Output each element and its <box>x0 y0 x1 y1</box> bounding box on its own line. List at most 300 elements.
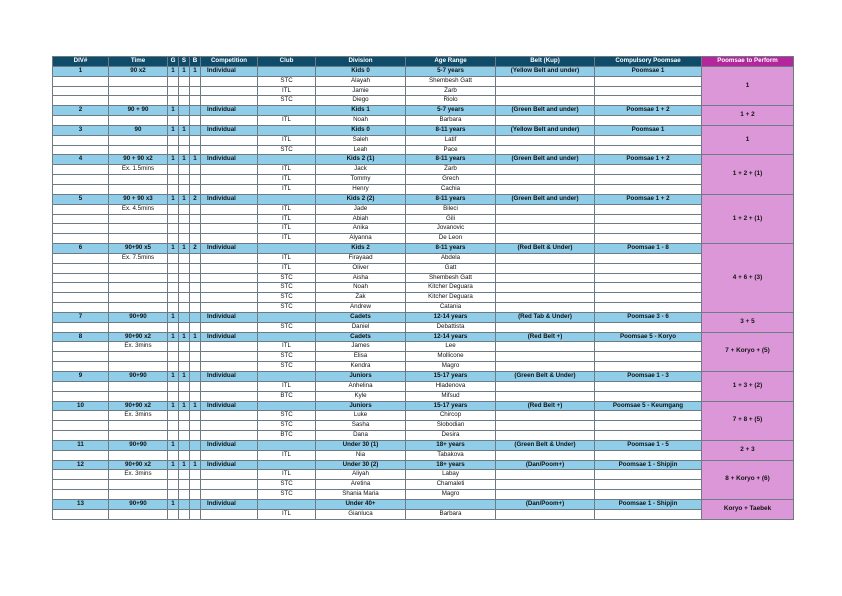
belt-range: (Dan/Poom+) <box>496 499 595 509</box>
silver-empty <box>179 135 190 145</box>
silver-empty <box>179 204 190 214</box>
gold-count: 1 <box>168 499 179 509</box>
poomsae-to-perform: 7 + Koryo + (5) <box>702 332 794 371</box>
competition-empty <box>201 165 258 175</box>
header-division: Division <box>316 57 406 67</box>
header-club: Club <box>258 57 316 67</box>
compulsory-empty <box>595 470 702 480</box>
poomsae-to-perform: 3 + 5 <box>702 312 794 332</box>
compulsory-poomsae: Poomsae 1 + 2 <box>595 194 702 204</box>
competitor-club: STC <box>258 352 316 362</box>
competitor-row <box>53 184 794 194</box>
silver-count: 1 <box>179 401 190 411</box>
competitor-row <box>53 145 794 155</box>
gold-empty <box>168 224 179 234</box>
compulsory-poomsae: Poomsae 1 + 2 <box>595 106 702 116</box>
time-extra <box>109 480 168 490</box>
time: 90+90 x2 <box>109 332 168 342</box>
compulsory-empty <box>595 76 702 86</box>
competitor-last-name: Abdela <box>406 253 496 263</box>
belt-empty <box>496 421 595 431</box>
competitor-row <box>53 165 794 175</box>
bronze-empty <box>190 411 201 421</box>
div-number-empty <box>53 145 109 155</box>
poomsae-to-perform: 1 <box>702 125 794 155</box>
competition-empty <box>201 76 258 86</box>
poomsae-to-perform: 8 + Koryo + (6) <box>702 460 794 499</box>
compulsory-empty <box>595 391 702 401</box>
competition-empty <box>201 352 258 362</box>
belt-empty <box>496 283 595 293</box>
bronze-empty <box>190 96 201 106</box>
competitor-club: STC <box>258 480 316 490</box>
div-number: 5 <box>53 194 109 204</box>
bronze-empty <box>190 263 201 273</box>
competitor-last-name: Gatt <box>406 263 496 273</box>
div-number: 7 <box>53 312 109 322</box>
time-extra <box>109 303 168 313</box>
time: 90+90 <box>109 312 168 322</box>
competitor-row <box>53 362 794 372</box>
competitor-row <box>53 342 794 352</box>
club <box>258 401 316 411</box>
poomsae-to-perform: 1 + 3 + (2) <box>702 372 794 402</box>
silver-empty <box>179 145 190 155</box>
competitor-first-name: Gianluca <box>316 509 406 519</box>
silver-empty <box>179 470 190 480</box>
division-header-row <box>53 155 794 165</box>
competitor-club: STC <box>258 303 316 313</box>
time: 90+90 <box>109 499 168 509</box>
competitor-first-name: Saleh <box>316 135 406 145</box>
competitor-club: STC <box>258 76 316 86</box>
compulsory-empty <box>595 480 702 490</box>
belt-empty <box>496 165 595 175</box>
competition-empty <box>201 362 258 372</box>
competitor-last-name: Chircop <box>406 411 496 421</box>
compulsory-empty <box>595 322 702 332</box>
silver-empty <box>179 165 190 175</box>
compulsory-empty <box>595 450 702 460</box>
competitor-club: ITL <box>258 184 316 194</box>
competition-empty <box>201 490 258 500</box>
div-number-empty <box>53 234 109 244</box>
compulsory-poomsae: Poomsae 1 - 3 <box>595 372 702 382</box>
bronze-empty <box>190 303 201 313</box>
competition: Individual <box>201 194 258 204</box>
competitor-first-name: Shania Maria <box>316 490 406 500</box>
competitor-club: STC <box>258 362 316 372</box>
division-header-row <box>53 332 794 342</box>
belt-empty <box>496 391 595 401</box>
gold-empty <box>168 283 179 293</box>
competition-empty <box>201 96 258 106</box>
div-number-empty <box>53 480 109 490</box>
competitor-row <box>53 86 794 96</box>
competitor-first-name: Jack <box>316 165 406 175</box>
bronze-empty <box>190 342 201 352</box>
competition: Individual <box>201 155 258 165</box>
competition-empty <box>201 431 258 441</box>
competition-empty <box>201 411 258 421</box>
belt-empty <box>496 184 595 194</box>
competitor-last-name: De Leon <box>406 234 496 244</box>
competition-empty <box>201 421 258 431</box>
age-range: 15-17 years <box>406 401 496 411</box>
competition-empty <box>201 234 258 244</box>
silver-empty <box>179 421 190 431</box>
competitor-club: ITL <box>258 234 316 244</box>
competitor-club: ITL <box>258 470 316 480</box>
competition-empty <box>201 145 258 155</box>
competitor-first-name: Alyanna <box>316 234 406 244</box>
competitor-club: ITL <box>258 342 316 352</box>
div-number-empty <box>53 322 109 332</box>
silver-empty <box>179 381 190 391</box>
header-gold: G <box>168 57 179 67</box>
div-number-empty <box>53 253 109 263</box>
time: 90 + 90 x3 <box>109 194 168 204</box>
competitor-last-name: Desira <box>406 431 496 441</box>
competitor-first-name: Tommy <box>316 175 406 185</box>
age-range: 5-7 years <box>406 66 496 76</box>
competitor-club: ITL <box>258 509 316 519</box>
division-header-row <box>53 194 794 204</box>
compulsory-poomsae: Poomsae 1 - 5 <box>595 440 702 450</box>
belt-range: (Red Belt & Under) <box>496 244 595 254</box>
silver-empty <box>179 293 190 303</box>
div-number-empty <box>53 421 109 431</box>
silver-count: 1 <box>179 66 190 76</box>
gold-count: 1 <box>168 125 179 135</box>
div-number: 8 <box>53 332 109 342</box>
gold-empty <box>168 165 179 175</box>
gold-empty <box>168 480 179 490</box>
time: 90+90 x2 <box>109 460 168 470</box>
div-number: 1 <box>53 66 109 76</box>
competitor-first-name: Jade <box>316 204 406 214</box>
competitor-club: ITL <box>258 165 316 175</box>
gold-empty <box>168 145 179 155</box>
time: 90 + 90 x2 <box>109 155 168 165</box>
competitor-first-name: Anhelina <box>316 381 406 391</box>
competitor-first-name: James <box>316 342 406 352</box>
club <box>258 460 316 470</box>
club <box>258 312 316 322</box>
bronze-empty <box>190 116 201 126</box>
belt-range: (Dan/Poom+) <box>496 460 595 470</box>
time: 90+90 <box>109 372 168 382</box>
time-extra <box>109 352 168 362</box>
gold-empty <box>168 175 179 185</box>
competitor-club: STC <box>258 293 316 303</box>
compulsory-empty <box>595 431 702 441</box>
belt-range: (Red Belt +) <box>496 332 595 342</box>
club <box>258 499 316 509</box>
gold-empty <box>168 204 179 214</box>
gold-count: 1 <box>168 106 179 116</box>
time-extra <box>109 421 168 431</box>
belt-empty <box>496 263 595 273</box>
competitor-last-name: Zarb <box>406 165 496 175</box>
compulsory-empty <box>595 86 702 96</box>
div-number-empty <box>53 96 109 106</box>
competitor-row <box>53 253 794 263</box>
competitor-last-name: Hladenova <box>406 381 496 391</box>
competition: Individual <box>201 125 258 135</box>
bronze-empty <box>190 509 201 519</box>
compulsory-empty <box>595 362 702 372</box>
compulsory-empty <box>595 283 702 293</box>
poomsae-to-perform: 1 + 2 <box>702 106 794 126</box>
division-name: Under 30 (2) <box>316 460 406 470</box>
silver-count <box>179 106 190 116</box>
belt-empty <box>496 490 595 500</box>
silver-empty <box>179 391 190 401</box>
time: 90+90 x2 <box>109 401 168 411</box>
competitor-row <box>53 470 794 480</box>
div-number: 10 <box>53 401 109 411</box>
competitor-first-name: Abiah <box>316 214 406 224</box>
time-extra <box>109 224 168 234</box>
silver-empty <box>179 184 190 194</box>
silver-empty <box>179 234 190 244</box>
silver-empty <box>179 431 190 441</box>
competitor-club: STC <box>258 273 316 283</box>
gold-empty <box>168 490 179 500</box>
gold-empty <box>168 509 179 519</box>
div-number-empty <box>53 391 109 401</box>
time-extra <box>109 450 168 460</box>
div-number-empty <box>53 204 109 214</box>
competitor-row <box>53 214 794 224</box>
competition-empty <box>201 450 258 460</box>
bronze-count: 1 <box>190 66 201 76</box>
silver-empty <box>179 352 190 362</box>
competitor-row <box>53 234 794 244</box>
competition-empty <box>201 214 258 224</box>
competitor-club: ITL <box>258 135 316 145</box>
competition-empty <box>201 322 258 332</box>
bronze-empty <box>190 234 201 244</box>
poomsae-to-perform: Koryo + Taebek <box>702 499 794 519</box>
bronze-count <box>190 499 201 509</box>
competitor-club: ITL <box>258 263 316 273</box>
poomsae-to-perform: 1 <box>702 66 794 105</box>
bronze-empty <box>190 224 201 234</box>
div-number-empty <box>53 116 109 126</box>
belt-range: (Green Belt and under) <box>496 194 595 204</box>
competitor-club: ITL <box>258 450 316 460</box>
competition-empty <box>201 116 258 126</box>
time-extra <box>109 175 168 185</box>
belt-empty <box>496 342 595 352</box>
division-name: Kids 1 <box>316 106 406 116</box>
time-extra <box>109 96 168 106</box>
division-name: Kids 0 <box>316 66 406 76</box>
division-name: Cadets <box>316 332 406 342</box>
competitor-first-name: Jamie <box>316 86 406 96</box>
belt-range: (Green Belt and under) <box>496 155 595 165</box>
competitor-first-name: Aliyah <box>316 470 406 480</box>
bronze-count: 1 <box>190 460 201 470</box>
compulsory-empty <box>595 411 702 421</box>
compulsory-empty <box>595 234 702 244</box>
time-extra: Ex. 3mins <box>109 470 168 480</box>
poomsae-to-perform: 1 + 2 + (1) <box>702 194 794 243</box>
gold-empty <box>168 450 179 460</box>
compulsory-empty <box>595 135 702 145</box>
competitor-club: STC <box>258 283 316 293</box>
bronze-empty <box>190 283 201 293</box>
competitor-last-name: Shembesh Gatt <box>406 273 496 283</box>
header-compulsory-poomsae: Compulsory Poomsae <box>595 57 702 67</box>
div-number-empty <box>53 450 109 460</box>
gold-empty <box>168 411 179 421</box>
time: 90 <box>109 125 168 135</box>
competitor-club: ITL <box>258 381 316 391</box>
competitor-row <box>53 450 794 460</box>
div-number-empty <box>53 184 109 194</box>
time-extra <box>109 431 168 441</box>
silver-empty <box>179 322 190 332</box>
gold-count: 1 <box>168 372 179 382</box>
competitor-last-name: Debattista <box>406 322 496 332</box>
division-name: Under 30 (1) <box>316 440 406 450</box>
competition-empty <box>201 184 258 194</box>
competitor-club: ITL <box>258 116 316 126</box>
competitor-row <box>53 480 794 490</box>
header-poomsae-to-perform: Poomsae to Perform <box>702 57 794 67</box>
competitor-last-name: Gili <box>406 214 496 224</box>
compulsory-empty <box>595 509 702 519</box>
time-extra <box>109 214 168 224</box>
time-extra <box>109 263 168 273</box>
silver-empty <box>179 362 190 372</box>
competitor-row <box>53 263 794 273</box>
competitor-row <box>53 96 794 106</box>
competition-empty <box>201 391 258 401</box>
gold-empty <box>168 273 179 283</box>
gold-empty <box>168 96 179 106</box>
compulsory-poomsae: Poomsae 3 - 6 <box>595 312 702 322</box>
div-number-empty <box>53 175 109 185</box>
competitor-last-name: Latif <box>406 135 496 145</box>
div-number-empty <box>53 431 109 441</box>
club <box>258 194 316 204</box>
division-name: Juniors <box>316 372 406 382</box>
belt-empty <box>496 431 595 441</box>
compulsory-empty <box>595 263 702 273</box>
compulsory-empty <box>595 303 702 313</box>
time-extra <box>109 362 168 372</box>
div-number-empty <box>53 470 109 480</box>
time-extra <box>109 391 168 401</box>
competition-empty <box>201 253 258 263</box>
competitor-last-name: Pace <box>406 145 496 155</box>
poomsae-to-perform: 4 + 6 + (3) <box>702 244 794 313</box>
belt-range: (Green Belt & Under) <box>496 372 595 382</box>
competition: Individual <box>201 440 258 450</box>
competition: Individual <box>201 460 258 470</box>
div-number: 13 <box>53 499 109 509</box>
silver-count: 1 <box>179 244 190 254</box>
bronze-count: 1 <box>190 401 201 411</box>
competitor-row <box>53 283 794 293</box>
competition-empty <box>201 135 258 145</box>
gold-count: 1 <box>168 332 179 342</box>
gold-empty <box>168 76 179 86</box>
silver-empty <box>179 96 190 106</box>
competitor-row <box>53 431 794 441</box>
competitor-first-name: Anika <box>316 224 406 234</box>
competition: Individual <box>201 332 258 342</box>
compulsory-poomsae: Poomsae 1 <box>595 66 702 76</box>
belt-range: (Green Belt and under) <box>496 106 595 116</box>
silver-empty <box>179 342 190 352</box>
bronze-count: 2 <box>190 194 201 204</box>
header-bronze: B <box>190 57 201 67</box>
division-header-row <box>53 499 794 509</box>
competition: Individual <box>201 401 258 411</box>
poomsae-to-perform: 7 + 8 + (5) <box>702 401 794 440</box>
competitor-last-name: Kitcher Deguara <box>406 283 496 293</box>
compulsory-poomsae: Poomsae 1 - Shipjin <box>595 460 702 470</box>
table-body <box>53 66 794 519</box>
belt-range: (Red Belt +) <box>496 401 595 411</box>
division-name: Kids 2 (2) <box>316 194 406 204</box>
bronze-empty <box>190 470 201 480</box>
silver-count: 1 <box>179 125 190 135</box>
gold-empty <box>168 303 179 313</box>
compulsory-poomsae: Poomsae 1 + 2 <box>595 155 702 165</box>
competition-empty <box>201 204 258 214</box>
competitor-row <box>53 303 794 313</box>
competitor-first-name: Kendra <box>316 362 406 372</box>
silver-count: 1 <box>179 372 190 382</box>
header-div: DIV# <box>53 57 109 67</box>
time-extra <box>109 135 168 145</box>
competitor-last-name: Bileci <box>406 204 496 214</box>
competitor-last-name: Zarb <box>406 86 496 96</box>
bronze-empty <box>190 480 201 490</box>
bronze-count: 1 <box>190 332 201 342</box>
compulsory-empty <box>595 224 702 234</box>
time-extra <box>109 509 168 519</box>
time-extra <box>109 283 168 293</box>
bronze-count <box>190 312 201 322</box>
belt-empty <box>496 322 595 332</box>
competitor-club: ITL <box>258 253 316 263</box>
header-competition: Competition <box>201 57 258 67</box>
competitor-first-name: Firayaad <box>316 253 406 263</box>
compulsory-poomsae: Poomsae 1 - Shipjin <box>595 499 702 509</box>
bronze-empty <box>190 253 201 263</box>
bronze-empty <box>190 381 201 391</box>
compulsory-empty <box>595 204 702 214</box>
competitor-row <box>53 322 794 332</box>
competitor-row <box>53 273 794 283</box>
competitor-club: ITL <box>258 224 316 234</box>
club <box>258 66 316 76</box>
div-number-empty <box>53 362 109 372</box>
belt-empty <box>496 411 595 421</box>
gold-count: 1 <box>168 244 179 254</box>
gold-empty <box>168 322 179 332</box>
division-header-row <box>53 66 794 76</box>
compulsory-empty <box>595 145 702 155</box>
header-age-range: Age Range <box>406 57 496 67</box>
